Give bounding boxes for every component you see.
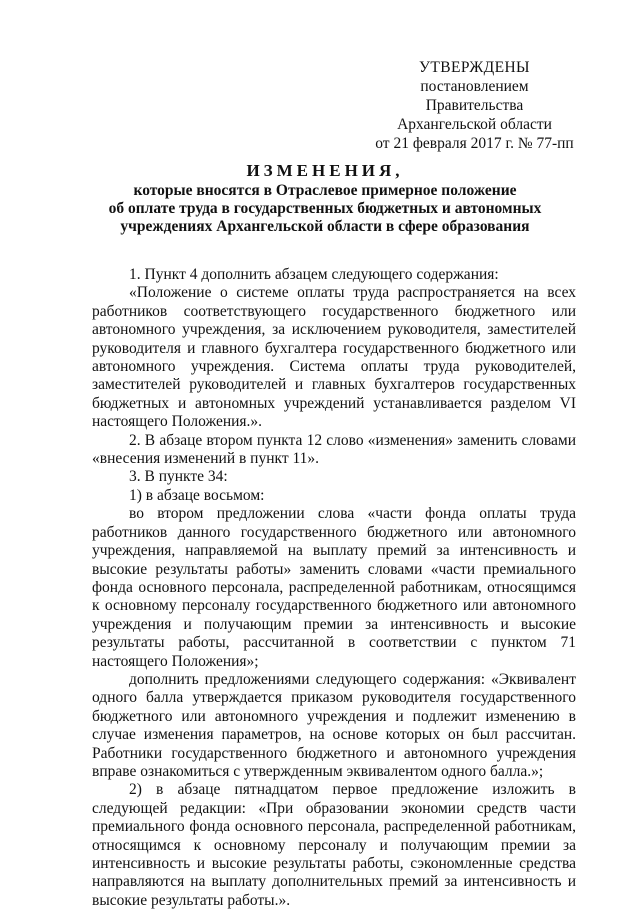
approval-date: от 21 февраля 2017 г. № 77-пп	[375, 135, 574, 152]
approval-stamp	[372, 58, 577, 153]
paragraph-subitem-2: 2) в абзаце пятнадцатом первое предложение изложить в следующей редакции: «При образовании экономии средств части премиального фонда основного персонала, распределенной работникам, относящимся к основному персоналу и получающим премии за интенсивность и высокие результаты работы, сэкономленные средства направляются на выплату дополнительных премий за интенсивность и высокие результаты работы.».	[92, 781, 576, 909]
paragraph-quote: «Положение о системе оплаты труда распространяется на всех работников соответствующего государственного бюджетного или автономного учреждения, за исключением руководителя, заместителей руководителя и главного бухгалтера государственного бюджетного или автономного учреждения. Система оплаты труда руководителей, заместителей руководителей и главных бухгалтеров государственных бюджетных и автономных учреждений устанавливается разделом VI настоящего Положения.».	[92, 284, 576, 431]
heading-line: которые вносятся в Отраслевое примерное положение	[133, 182, 517, 199]
heading-line: учреждениях Архангельской области в сфере образования	[120, 218, 530, 235]
document-body	[92, 266, 576, 910]
paragraph-item-2: 2. В абзаце втором пункта 12 слово «изменения» заменить словами «внесения изменений в пункт 11».	[92, 431, 576, 468]
paragraph-item-3: 3. В пункте 34:	[129, 468, 228, 486]
approval-title: УТВЕРЖДЕНЫ	[419, 59, 530, 76]
paragraph-supplement: дополнить предложениями следующего содержания: «Эквивалент одного балла утверждается приказом руководителя государственного бюджетного или автономного учреждения и подлежит изменению в случае изменения параметров, на основе которых он был рассчитан. Работники государственного бюджетного и автономного учреждения вправе ознакомиться с утвержденным эквивалентом одного балла.»;	[92, 670, 576, 780]
approval-line: Архангельской области	[397, 116, 552, 133]
paragraph-item-1: 1. Пункт 4 дополнить абзацем следующего содержания:	[129, 266, 499, 283]
approval-line: постановлением Правительства	[420, 78, 529, 114]
heading-title: ИЗМЕНЕНИЯ,	[246, 161, 404, 180]
paragraph-subitem-1: 1) в абзаце восьмом:	[129, 486, 265, 504]
paragraph-replace: во втором предложении слова «части фонда оплаты труда работников данного государственного бюджетного или автономного учреждения, направляемой на выплату премий за интенсивность и высокие результаты работы» заменить словами «части премиального фонда основного персонала, распределенной работникам, относящимся к основному персоналу государственного бюджетного или автономного учреждения и получающим премии за интенсивность и высокие результаты работы, рассчитанной в соответствии с пунктом 71 настоящего Положения»;	[92, 505, 576, 670]
heading-line: об оплате труда в государственных бюджетных и автономных	[108, 200, 542, 217]
document-heading	[86, 162, 564, 236]
